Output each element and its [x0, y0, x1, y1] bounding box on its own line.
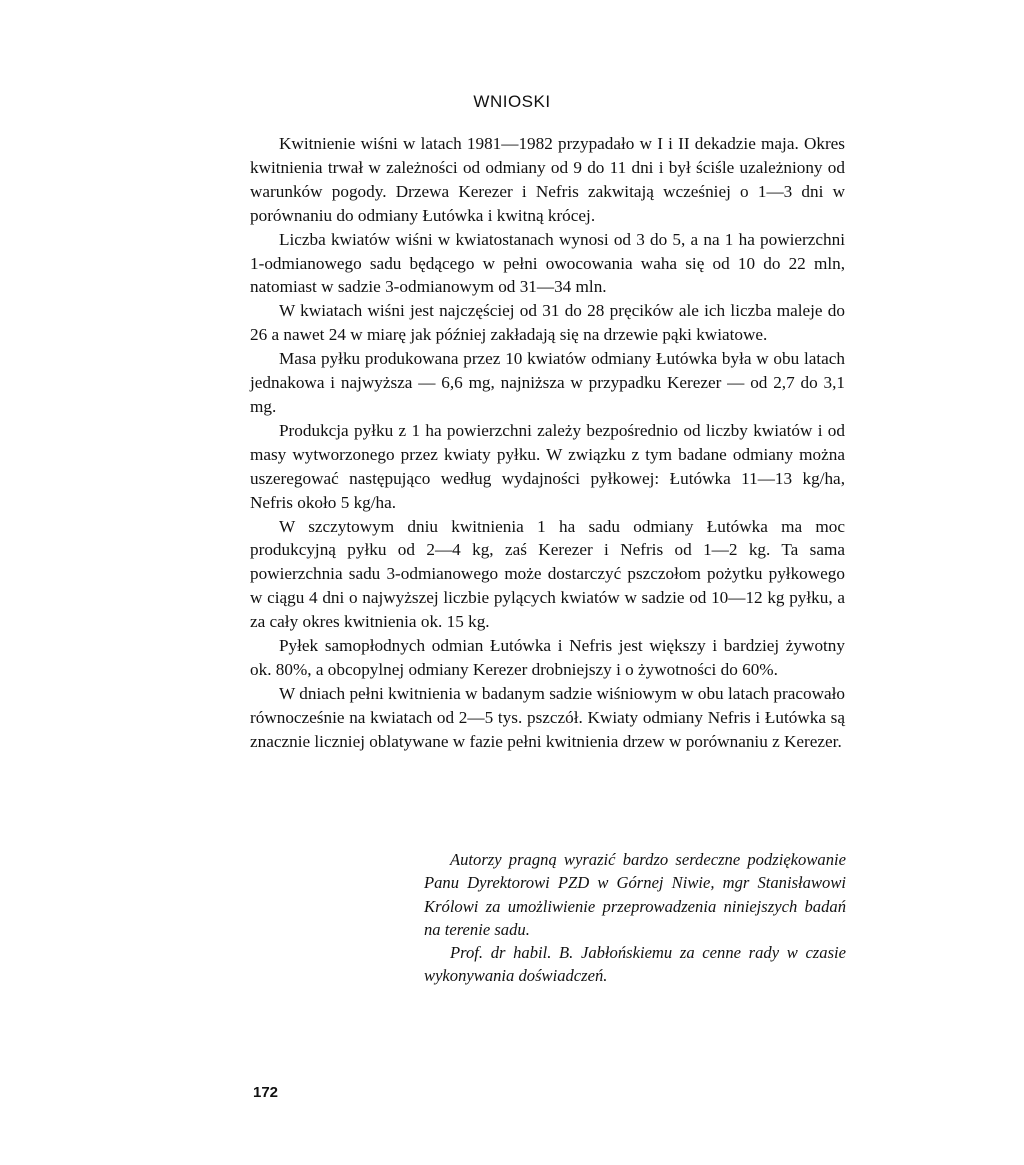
- section-heading: WNIOSKI: [473, 92, 551, 111]
- paragraph: Produkcja pyłku z 1 ha powierzchni zależy bezpośrednio od liczby kwiatów i od masy wytworzonego przez kwiaty pyłku. W związku z tym badane odmiany można uszeregować następująco według wydajności pyłkowej: Łutówka 11—13 kg/ha, Nefris około 5 kg/ha.: [250, 420, 845, 512]
- acknowledgement-paragraph: Autorzy pragną wyrazić bardzo serdeczne podziękowanie Panu Dyrektorowi PZD w Górnej Niwie, mgr Stanisławowi Królowi za umożliwienie przeprowadzenia niniejszych badań na terenie sadu.: [424, 850, 846, 939]
- page-number: 172: [253, 1084, 279, 1101]
- paragraph: W kwiatach wiśni jest najczęściej od 31 do 28 pręcików ale ich liczba maleje do 26 a nawet 24 w miarę jak później zakładają się na drzewie pąki kwiatowe.: [250, 301, 845, 345]
- paragraph: Masa pyłku produkowana przez 10 kwiatów odmiany Łutówka była w obu latach jednakowa i najwyższa — 6,6 mg, najniższa w przypadku Kerezer — od 2,7 do 3,1 mg.: [250, 349, 845, 416]
- paragraph: W dniach pełni kwitnienia w badanym sadzie wiśniowym w obu latach pracowało równocześnie na kwiatach od 2—5 tys. pszczół. Kwiaty odmiany Nefris i Łutówka są znacznie liczniej oblatywane w fazie pełni kwitnienia drzew w porównaniu z Kerezer.: [250, 683, 845, 751]
- paragraph: Pyłek samopłodnych odmian Łutówka i Nefris jest większy i bardziej żywotny ok. 80%, a obcopylnej odmiany Kerezer drobniejszy i o żywotności do 60%.: [250, 636, 845, 679]
- paragraph: Liczba kwiatów wiśni w kwiatostanach wynosi od 3 do 5, a na 1 ha powierzchni 1-odmianowego sadu będącego w pełni owocowania waha się od 10 do 22 mln, natomiast w sadzie 3-odmianowym od 31—34 mln.: [250, 229, 845, 297]
- paragraph: W szczytowym dniu kwitnienia 1 ha sadu odmiany Łutówka ma moc produkcyjną pyłku od 2—4 kg, zaś Kerezer i Nefris od 1—2 kg. Ta sama powierzchnia sadu 3-odmianowego może dostarczyć pszczołom pożytku pyłkowego w ciągu 4 dni o najwyższej liczbie pylących kwiatów w sadzie od 10—12 kg pyłku, a za cały okres kwitnienia ok. 15 kg.: [250, 516, 845, 632]
- acknowledgement: [424, 848, 846, 988]
- conclusions-body: [250, 132, 845, 754]
- acknowledgement-paragraph: Prof. dr habil. B. Jabłońskiemu za cenne rady w czasie wykonywania doświadczeń.: [424, 943, 846, 986]
- paragraph: Kwitnienie wiśni w latach 1981—1982 przypadało w I i II dekadzie maja. Okres kwitnienia trwał w zależności od odmiany od 9 do 11 dni i był ściśle uzależniony od warunków pogody. Drzewa Kerezer i Nefris zakwitają wcześniej o 1—3 dni w porównaniu do odmiany Łutówka i kwitną krócej.: [250, 134, 845, 225]
